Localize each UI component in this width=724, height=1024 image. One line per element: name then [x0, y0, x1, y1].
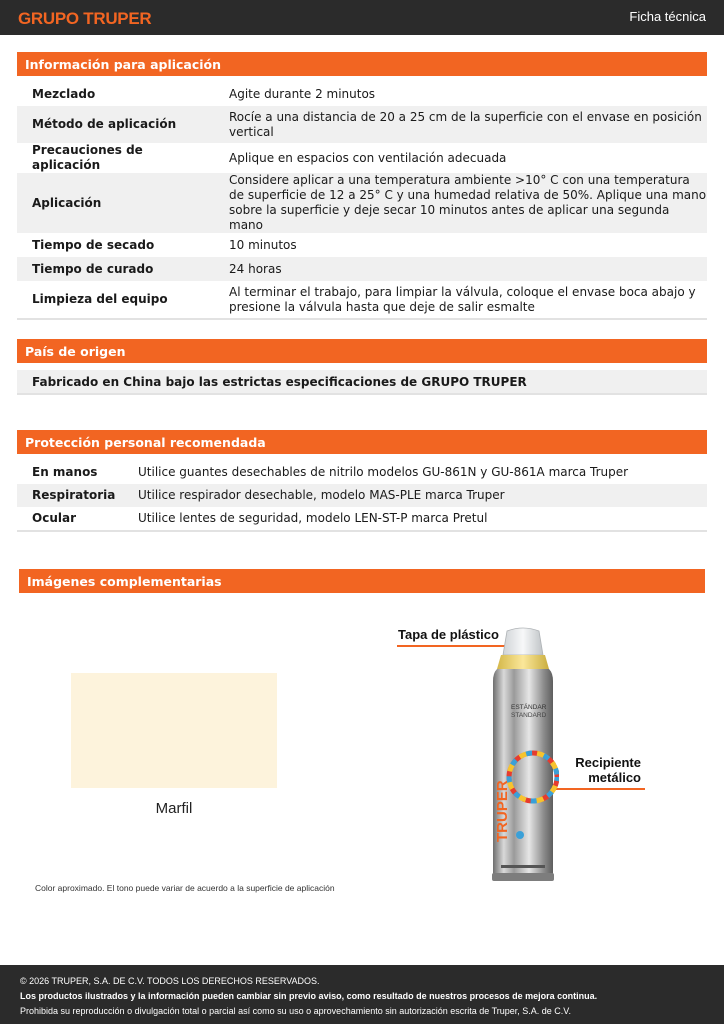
row-value: 10 minutos [229, 237, 297, 252]
row-label: Ocular [17, 507, 123, 531]
section-header-images: Imágenes complementarias [19, 569, 705, 593]
table-row [17, 233, 707, 257]
row-label: En manos [32, 465, 98, 479]
spray-can-image [487, 627, 559, 885]
document-title: Ficha técnica [629, 9, 706, 24]
table-row [17, 82, 707, 106]
swatch-label: Marfil [155, 800, 193, 817]
row-label: Limpieza del equipo [17, 281, 214, 319]
table-row [17, 143, 707, 173]
table-row [17, 257, 707, 281]
row-value: Aplique en espacios con ventilación adecuada [229, 150, 507, 165]
row-value: Utilice guantes desechables de nitrilo modelos GU-861N y GU-861A marca Truper [138, 465, 629, 479]
table-row [17, 507, 707, 531]
table-row [17, 484, 707, 507]
can-label-1: ESTÁNDAR [511, 704, 547, 711]
callout-cap-label: Tapa de plástico [398, 627, 499, 642]
row-value: Agite durante 2 minutos [229, 86, 376, 101]
table-row [17, 461, 707, 484]
table-row [17, 106, 707, 143]
row-label: Respiratoria [17, 484, 123, 507]
row-value: Al terminar el trabajo, para limpiar la válvula, coloque el envase boca abajo y presione la válvula hasta que deje de salir esmalte [214, 281, 707, 319]
callout-can-line [552, 788, 645, 790]
callout-can-line1: Recipiente [575, 755, 641, 770]
color-disclaimer: Color aproximado. El tono puede variar de acuerdo a la superficie de aplicación [35, 883, 335, 893]
row-value: 24 horas [214, 257, 707, 281]
footer-legal: Prohibida su reproducción o divulgación total o parcial así como su uso o aprovechamiento sin autorización escrita de Truper, S.A. de C.V. [20, 1006, 571, 1016]
footer-notice: Los productos ilustrados y la información pueden cambiar sin previo aviso, como resultado de nuestros procesos de mejora continua. [20, 991, 598, 1001]
row-label: Precauciones de aplicación [32, 143, 143, 172]
row-value: Rocíe a una distancia de 20 a 25 cm de la superficie con el envase en posición vertical [214, 106, 707, 143]
application-table [17, 82, 707, 320]
section-header-application: Información para aplicación [17, 52, 707, 76]
footer-copyright: © 2026 TRUPER, S.A. DE C.V. TODOS LOS DERECHOS RESERVADOS. [20, 976, 320, 986]
can-brand-text: TRUPER [494, 780, 511, 842]
row-label: Aplicación [17, 173, 214, 233]
section-header-origin: País de origen [17, 339, 707, 363]
row-label: Método de aplicación [17, 106, 214, 143]
origin-text: Fabricado en China bajo las estrictas especificaciones de GRUPO TRUPER [17, 370, 707, 395]
table-row [17, 173, 707, 233]
row-label: Mezclado [32, 86, 96, 101]
row-label: Tiempo de curado [17, 257, 214, 281]
protection-table [17, 461, 707, 532]
row-value: Utilice lentes de seguridad, modelo LEN-ST-P marca Pretul [123, 507, 707, 531]
footer [0, 965, 724, 1024]
top-bar [0, 0, 724, 35]
row-value: Considere aplicar a una temperatura ambiente >10° C con una temperatura de superficie de 12 a 25° C y una humedad relativa de 50%. Aplique una mano sobre la superficie y deje secar 10 minutos antes de aplicar una segunda mano [214, 173, 707, 233]
row-label: Tiempo de secado [32, 237, 155, 252]
section-header-protection: Protección personal recomendada [17, 430, 707, 454]
table-row [17, 281, 707, 319]
callout-can-label [558, 755, 641, 785]
brand-logo: GRUPO TRUPER [18, 9, 152, 28]
callout-can-line2: metálico [588, 770, 641, 785]
color-swatch [71, 673, 277, 788]
row-value: Utilice respirador desechable, modelo MAS-PLE marca Truper [123, 484, 707, 507]
can-label-2: STANDARD [511, 712, 547, 719]
